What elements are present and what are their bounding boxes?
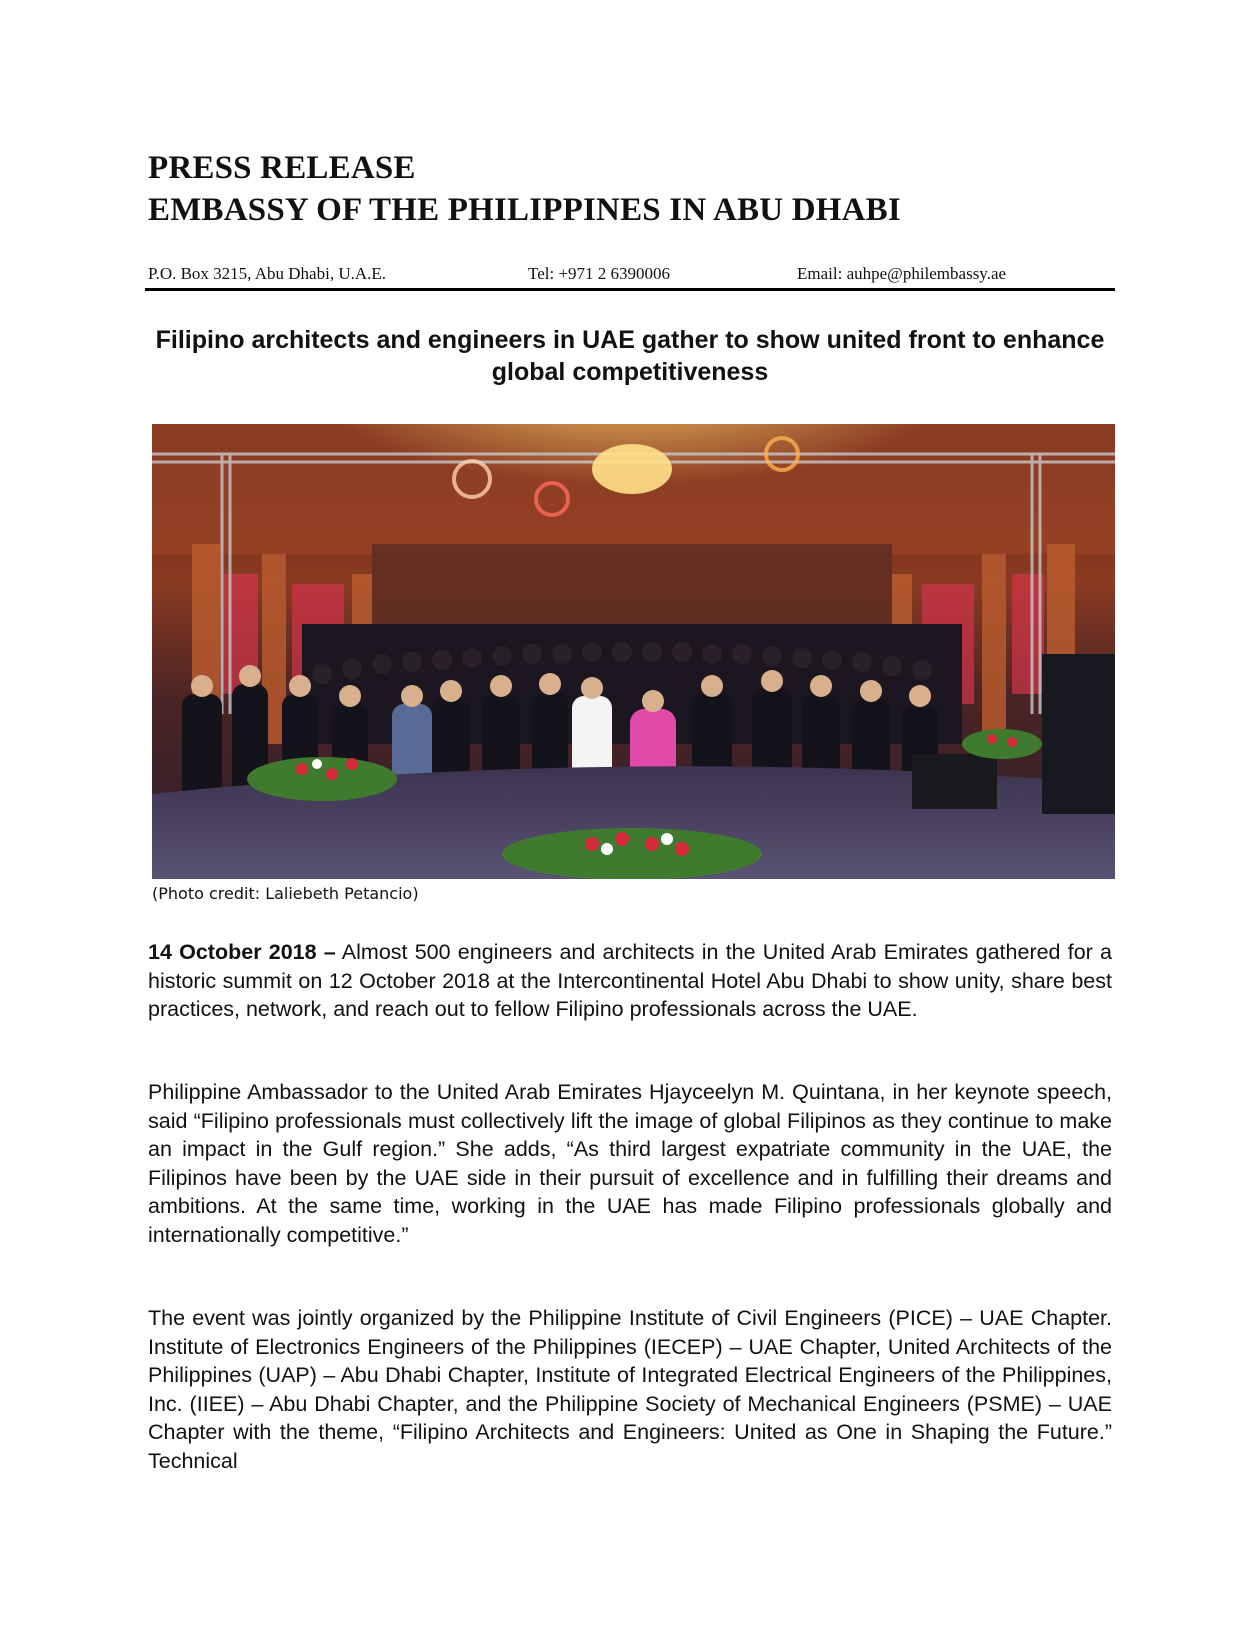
contact-email: Email: auhpe@philembassy.ae — [797, 264, 1007, 283]
paragraph-2: Philippine Ambassador to the United Arab Emirates Hjayceelyn M. Quintana, in her keynote speech, said “Filipino professionals must collectively lift the image of global Filipinos as they continue to make an impact in the Gulf region.” She adds, “As third largest expatriate community in the UAE, the Filipinos have been by the UAE side in their pursuit of excellence and in fulfilling their dreams and ambitions. At the same time, working in the UAE has made Filipino professionals globally and internationally competitive.” — [148, 1080, 1112, 1247]
photo-credit: (Photo credit: Laliebeth Petancio) — [152, 884, 419, 903]
contact-address: P.O. Box 3215, Abu Dhabi, U.A.E. — [148, 264, 387, 283]
header-divider — [145, 288, 1115, 291]
paragraph-3: The event was jointly organized by the Philippine Institute of Civil Engineers (PICE) – UAE Chapter. Institute of Electronics Engineers of the Philippines (IECEP) – UAE Chapter, United Architects of the Philippines (UAP) – Abu Dhabi Chapter, Institute of Integrated Electrical Engineers of the Philippines, Inc. (IIEE) – Abu Dhabi Chapter, and the Philippine Society of Mechanical Engineers (PSME) – UAE Chapter with the theme, “Filipino Architects and Engineers: United as One in Shaping the Future.” Technical — [148, 1306, 1112, 1473]
headline: Filipino architects and engineers in UAE gather to show united front to enhance global competitiveness — [155, 326, 1105, 386]
paragraph-1-text: Almost 500 engineers and architects in the United Arab Emirates gathered for a historic summit on 12 October 2018 at the Intercontinental Hotel Abu Dhabi to show unity, share best practices, network, and reach out to fellow Filipino professionals across the UAE. — [148, 940, 1112, 1021]
press-release-title: PRESS RELEASE — [148, 150, 416, 186]
event-photo-illustration — [152, 424, 1115, 879]
release-date: 14 October 2018 – — [148, 940, 336, 964]
contact-tel: Tel: +971 2 6390006 — [528, 264, 671, 283]
paragraph-1 — [148, 938, 1112, 1024]
event-group-photo — [152, 424, 1115, 879]
embassy-title: EMBASSY OF THE PHILIPPINES IN ABU DHABI — [148, 192, 901, 228]
